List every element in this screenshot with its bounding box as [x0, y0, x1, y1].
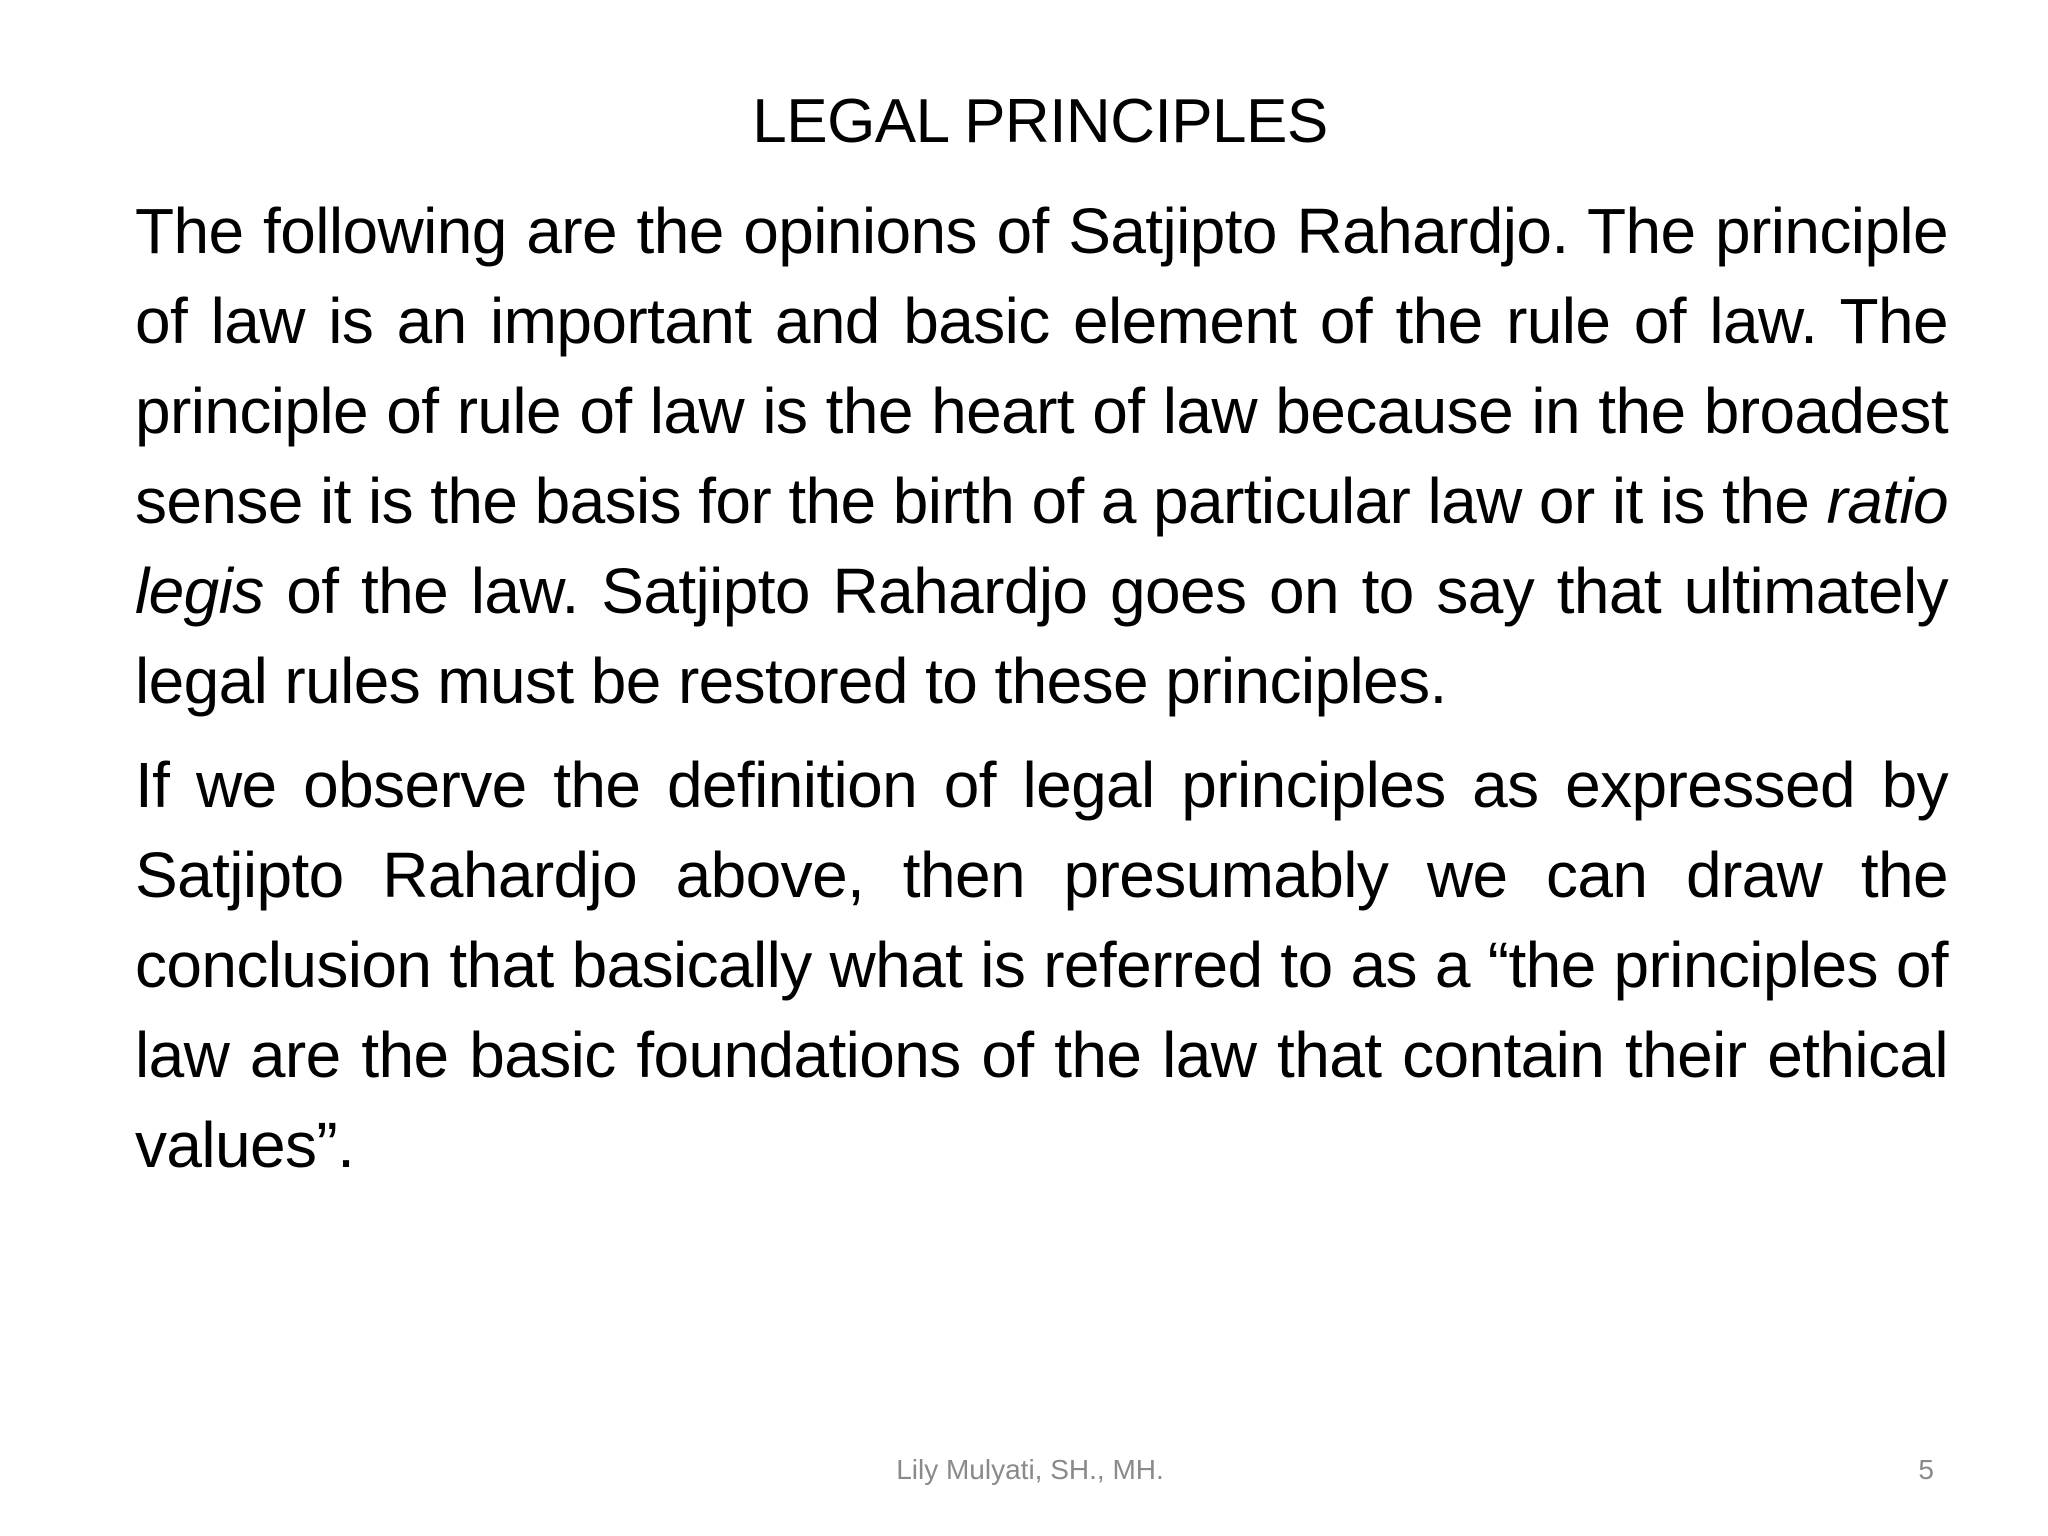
paragraph-2: If we observe the definition of legal principles as expressed by Satjipto Rahardjo above, then presumably we can draw the conclusion that basically what is referred to as a “the principles of law are the basic foundations of the law that contain their ethical values”. [135, 749, 1948, 1181]
slide-title: LEGAL PRINCIPLES [752, 87, 1328, 156]
slide-body [135, 186, 1948, 1190]
paragraph-1-italic-term: ratio legis [135, 465, 1948, 627]
footer-author: Lily Mulyati, SH., MH. [896, 1454, 1164, 1485]
page-number: 5 [1918, 1454, 1934, 1485]
paragraph-1 [135, 186, 1948, 726]
paragraph-1-text-start: The following are the opinions of Satjipto Rahardjo. The principle of law is an important and basic element of the rule of law. The principle of rule of law is the heart of law because in the broadest sense it is the basis for the birth of a particular law or it is the [135, 195, 1948, 537]
paragraph-1-text-end: of the law. Satjipto Rahardjo goes on to say that ultimately legal rules must be restored to these principles. [135, 555, 1948, 717]
